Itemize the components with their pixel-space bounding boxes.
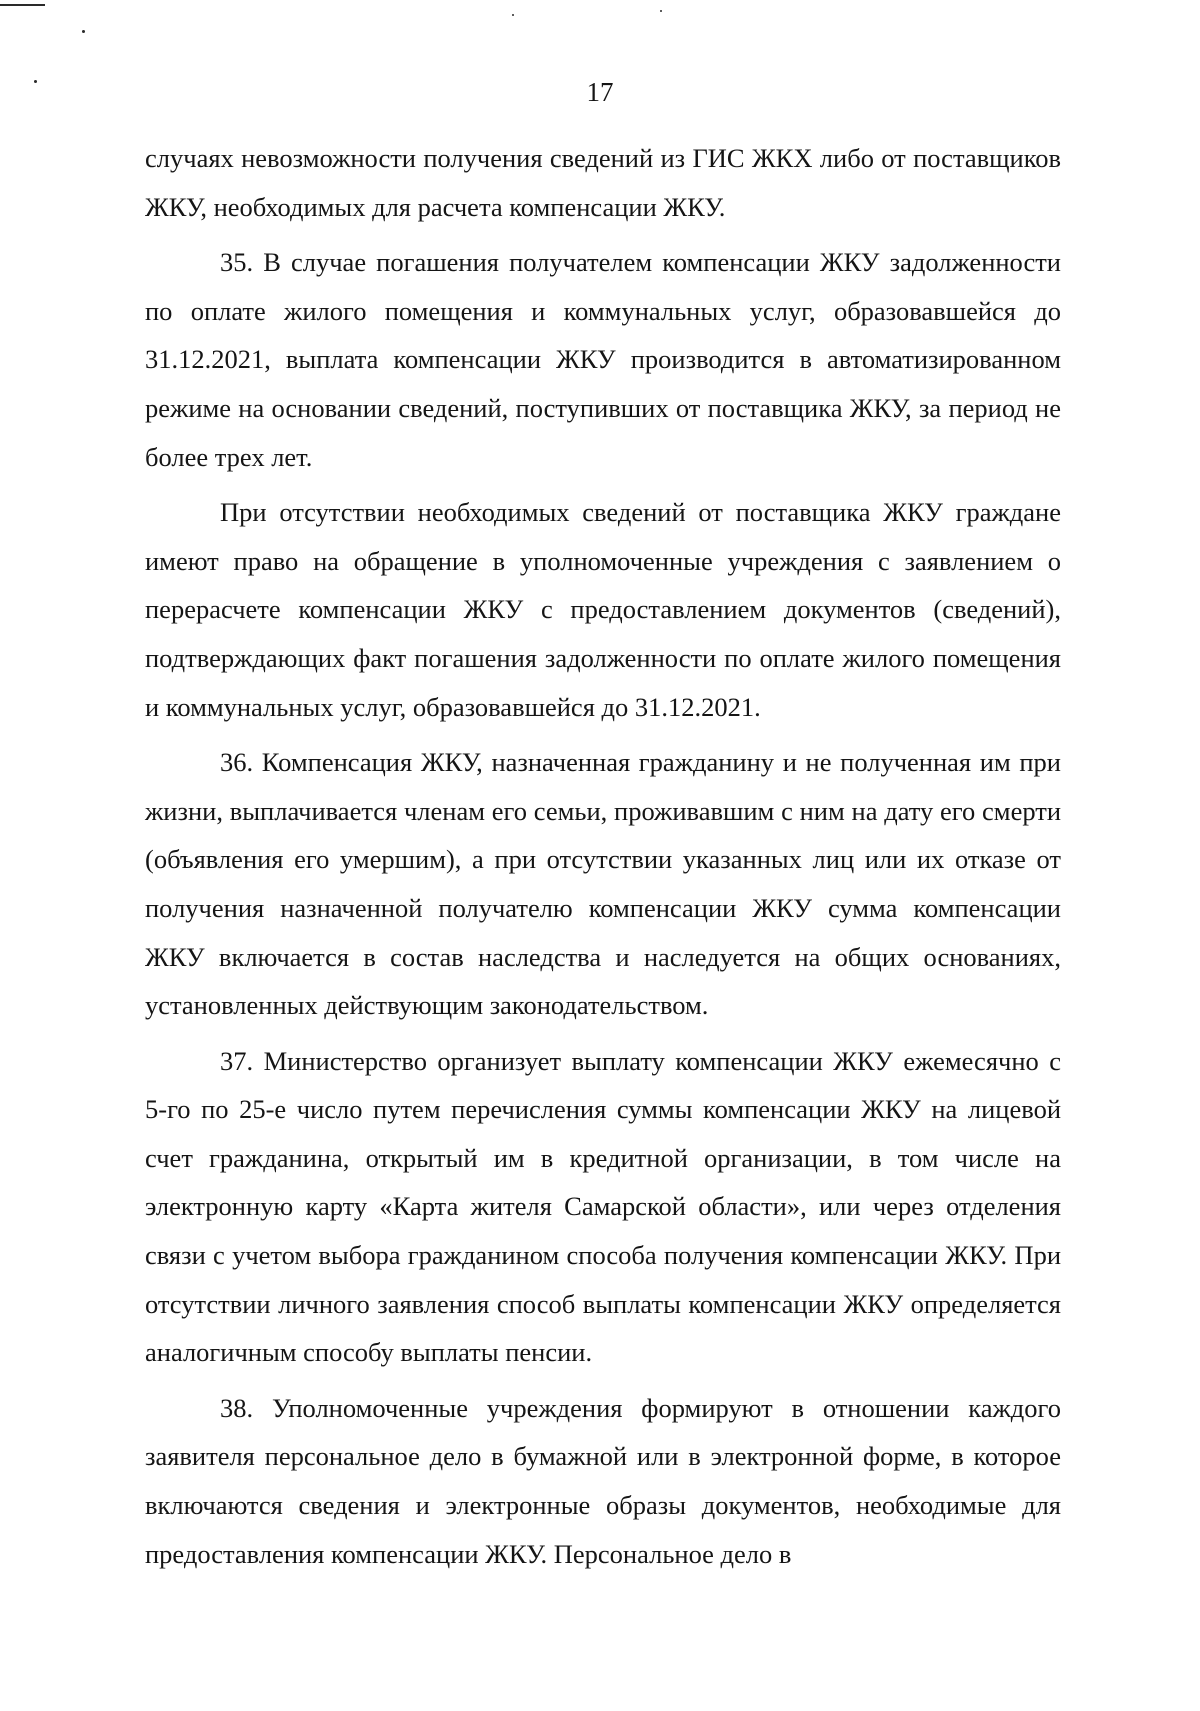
- scan-artifact-dot: [512, 14, 514, 16]
- paragraph-item-35-continuation: При отсутствии необходимых сведений от поставщика ЖКУ граждане имеют право на обращение в уполномоченные учреждения с заявлением о перерасчете компенсации ЖКУ с предоставлением документов (сведений), подтверждающих факт погашения задолженности по оплате жилого помещения и коммунальных услуг, образовавшейся до 31.12.2021.: [145, 497, 1061, 722]
- document-body: [145, 134, 1061, 1585]
- scan-artifact-dot: [82, 30, 85, 33]
- scan-artifact-line: [0, 4, 45, 6]
- paragraph-item-37: 37. Министерство организует выплату компенсации ЖКУ ежемесячно с 5-го по 25-е число путем перечисления суммы компенсации ЖКУ на лицевой счет гражданина, открытый им в кредитной организации, в том числе на электронную карту «Карта жителя Самарской области», или через отделения связи с учетом выбора гражданином способа получения компенсации ЖКУ. При отсутствии личного заявления способ выплаты компенсации ЖКУ определяется аналогичным способу выплаты пенсии.: [145, 1045, 1061, 1368]
- paragraph-item-35: 35. В случае погашения получателем компенсации ЖКУ задолженности по оплате жилого помещения и коммунальных услуг, образовавшейся до 31.12.2021, выплата компенсации ЖКУ производится в автоматизированном режиме на основании сведений, поступивших от поставщика ЖКУ, за период не более трех лет.: [145, 247, 1061, 472]
- paragraph-item-36: 36. Компенсация ЖКУ, назначенная гражданину и не полученная им при жизни, выплачивается членам его семьи, проживавшим с ним на дату его смерти (объявления его умершим), а при отсутствии указанных лиц или их отказе от получения назначенной получателю компенсации ЖКУ сумма компенсации ЖКУ включается в состав наследства и наследуется на общих основаниях, установленных действующим законодательством.: [145, 747, 1061, 1021]
- paragraph-item-38: 38. Уполномоченные учреждения формируют в отношении каждого заявителя персональное дело в бумажной или в электронной форме, в которое включаются сведения и электронные образы документов, необходимые для предоставления компенсации ЖКУ. Персональное дело в: [145, 1392, 1061, 1569]
- page-number: 17: [586, 77, 614, 107]
- scan-artifact-dot: [660, 10, 662, 12]
- paragraph-continuation: случаях невозможности получения сведений из ГИС ЖКХ либо от поставщиков ЖКУ, необходимых для расчета компенсации ЖКУ.: [145, 143, 1061, 222]
